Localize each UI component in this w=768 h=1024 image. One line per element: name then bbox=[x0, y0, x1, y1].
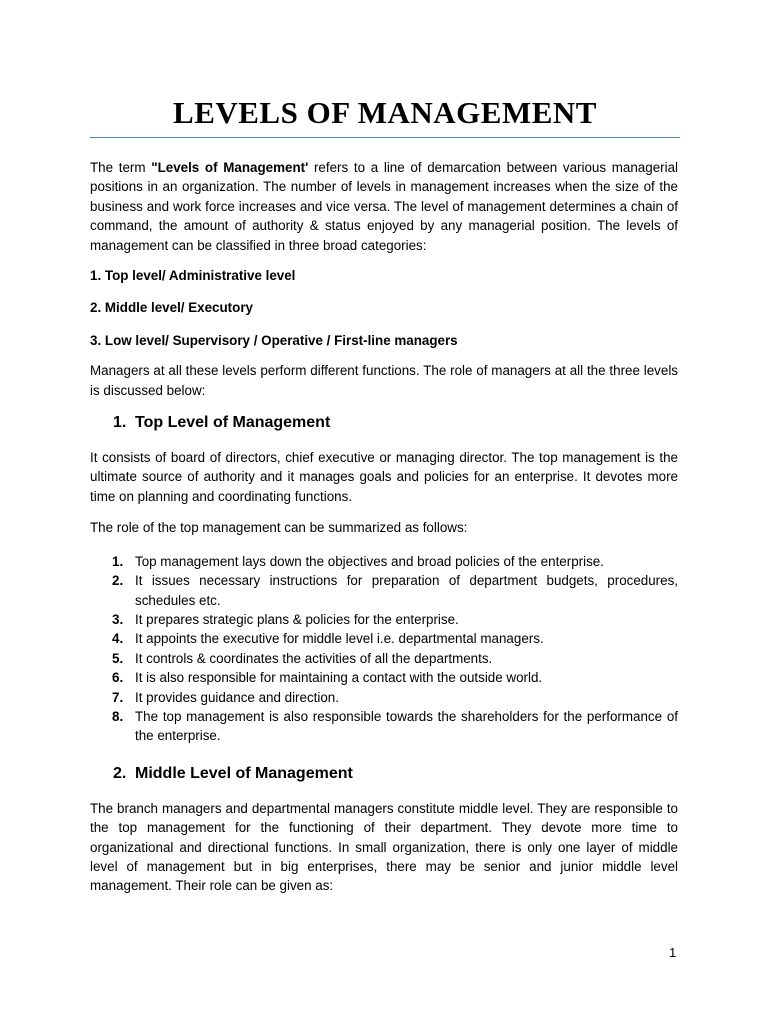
section-number: 1. bbox=[113, 414, 127, 432]
list-item-text: It controls & coordinates the activities of all the departments. bbox=[135, 650, 493, 666]
list-item bbox=[90, 707, 678, 746]
middle-level-description: The branch managers and departmental managers constitute middle level. They are responsible to the top management for the functioning of their department. They devote more time to organizational and directional functions. In small organization, there is only one layer of middle level of management but in big enterprises, there may be senior and junior middle level management. Their role can be given as: bbox=[90, 800, 678, 894]
title-underline bbox=[90, 137, 680, 138]
section-number: 2. bbox=[113, 764, 127, 782]
top-level-role-intro: The role of the top management can be summarized as follows: bbox=[90, 520, 468, 536]
category-low-level: 3. Low level/ Supervisory / Operative / First-line managers bbox=[90, 332, 458, 348]
list-item bbox=[90, 629, 678, 648]
list-item bbox=[90, 649, 678, 668]
list-item-text: The top management is also responsible towards the shareholders for the performance of the enterprise. bbox=[135, 708, 678, 744]
list-item-number: 3. bbox=[112, 611, 124, 627]
list-item-text: Top management lays down the objectives and broad policies of the enterprise. bbox=[135, 553, 604, 569]
list-item-number: 7. bbox=[112, 689, 124, 705]
intro-term: "Levels of Management' bbox=[151, 160, 309, 175]
list-item bbox=[90, 610, 678, 629]
list-item bbox=[90, 571, 678, 610]
category-middle-level: 2. Middle level/ Executory bbox=[90, 300, 253, 316]
list-item-number: 8. bbox=[112, 708, 124, 724]
list-item-text: It prepares strategic plans & policies for the enterprise. bbox=[135, 611, 459, 627]
document-body bbox=[90, 158, 678, 896]
list-item-number: 6. bbox=[112, 670, 124, 686]
section-heading-top-level bbox=[90, 412, 678, 434]
top-level-roles-list bbox=[90, 552, 678, 746]
page-number: 1 bbox=[669, 945, 677, 960]
intro-paragraph bbox=[90, 158, 678, 255]
list-item-number: 2. bbox=[112, 573, 124, 589]
document-title: LEVELS OF MANAGEMENT bbox=[173, 95, 597, 130]
section-title: Middle Level of Management bbox=[135, 764, 353, 782]
list-item bbox=[90, 552, 678, 571]
list-item-text: It is also responsible for maintaining a contact with the outside world. bbox=[135, 670, 543, 686]
section-heading-middle-level bbox=[90, 763, 678, 785]
list-item-number: 4. bbox=[112, 631, 124, 647]
list-item-number: 1. bbox=[112, 553, 124, 569]
list-item-number: 5. bbox=[112, 650, 124, 666]
top-level-description: It consists of board of directors, chief executive or managing director. The top management is the ultimate source of authority and it manages goals and policies for an enterprise. It devotes more time on planning and coordinating functions. bbox=[90, 450, 678, 504]
section-title: Top Level of Management bbox=[135, 414, 331, 432]
list-item bbox=[90, 668, 678, 687]
list-item-text: It provides guidance and direction. bbox=[135, 689, 339, 705]
category-top-level: 1. Top level/ Administrative level bbox=[90, 268, 296, 284]
intro-suffix: refers to a line of demarcation between various managerial positions in an organization. The number of levels in management increases when the size of the business and work force increases and vice versa. The level of management determines a chain of command, the amount of authority & status enjoyed by any managerial position. The levels of management can be classified in three broad categories: bbox=[90, 160, 678, 253]
list-item bbox=[90, 688, 678, 707]
list-item-text: It appoints the executive for middle level i.e. departmental managers. bbox=[135, 631, 544, 647]
list-item-text: It issues necessary instructions for preparation of department budgets, procedures, schedules etc. bbox=[135, 573, 678, 608]
levels-discussion-paragraph: Managers at all these levels perform different functions. The role of managers at all the three levels is discussed below: bbox=[90, 363, 678, 398]
intro-prefix: The term bbox=[90, 160, 152, 175]
